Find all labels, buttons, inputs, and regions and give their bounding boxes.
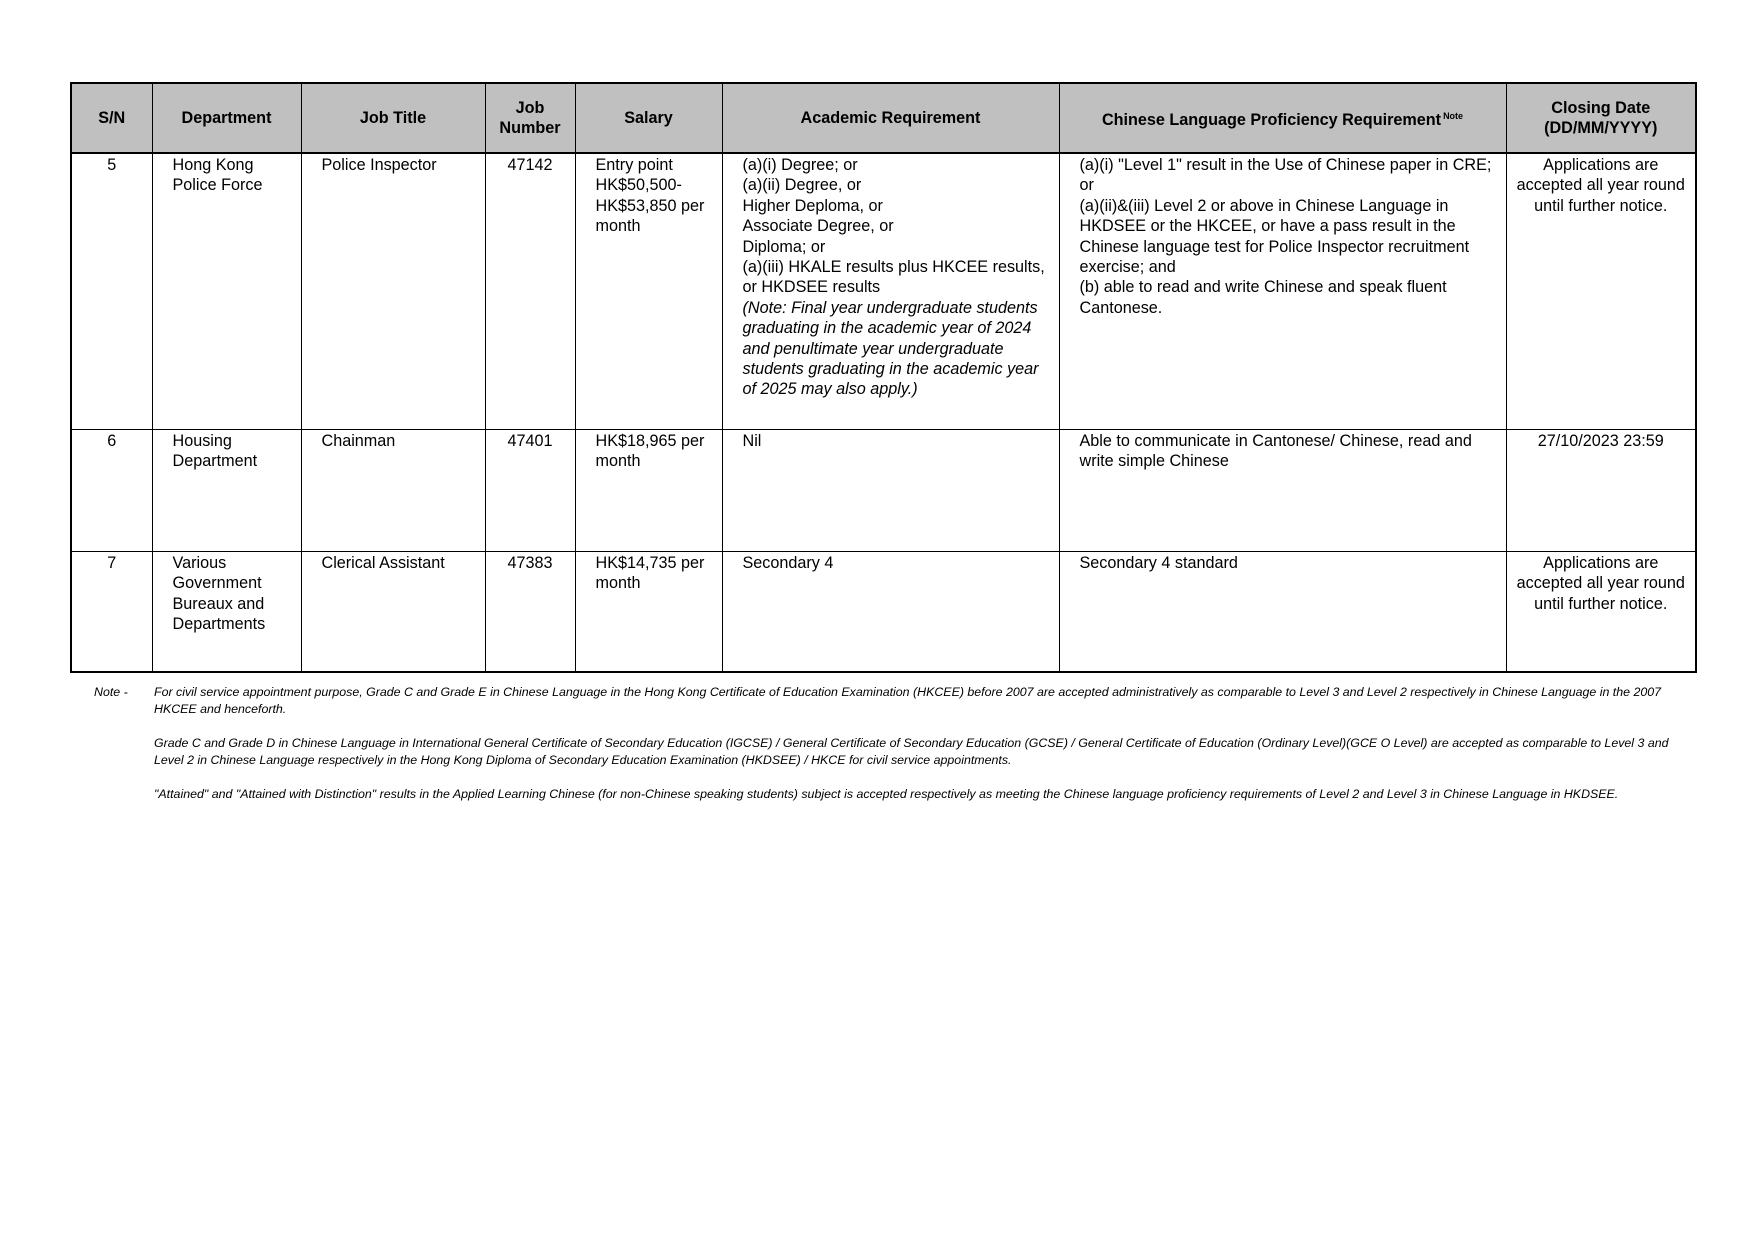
cell-academic bbox=[722, 153, 1059, 430]
header-salary: Salary bbox=[575, 83, 722, 153]
footnotes bbox=[94, 684, 1694, 820]
cell-sn: 7 bbox=[71, 552, 152, 673]
cell-job-title: Clerical Assistant bbox=[301, 552, 485, 673]
cell-job-number: 47142 bbox=[485, 153, 575, 430]
cell-job-number: 47383 bbox=[485, 552, 575, 673]
cell-sn: 5 bbox=[71, 153, 152, 430]
academic-note: (Note: Final year undergraduate students graduating in the academic year of 2024 and penultimate year undergraduate students graduating in the academic year of 2025 may also apply.) bbox=[742, 298, 1039, 399]
chinese-line: (b) able to read and write Chinese and speak fluent Cantonese. bbox=[1079, 278, 1447, 317]
chinese-line: (a)(i) "Level 1" result in the Use of Chinese paper in CRE; or bbox=[1079, 156, 1492, 195]
footnote-prefix: Note - bbox=[94, 685, 128, 699]
cell-department: Various Government Bureaux and Departments bbox=[152, 552, 301, 673]
academic-line: (a)(iii) HKALE results plus HKCEE results, or HKDSEE results bbox=[742, 258, 1045, 297]
cell-chinese-requirement bbox=[1059, 552, 1506, 673]
cell-closing-date: Applications are accepted all year round until further notice. bbox=[1506, 552, 1696, 673]
footnote-paragraph: Grade C and Grade D in Chinese Language in International General Certificate of Secondary Education (IGCSE) / General Certificate of Secondary Education (GCSE) / General Certificate of Education (Ordinary Level)(GCE O Level) are accepted as comparable to Level 3 and Level 2 in Chinese Language respectively in the Hong Kong Diploma of Secondary Education Examination (HKDSEE) / HKCE for civil service appointments. bbox=[154, 736, 1669, 767]
header-chinese-label: Chinese Language Proficiency Requirement bbox=[1101, 110, 1442, 129]
table-header-row bbox=[71, 83, 1696, 153]
job-vacancies-table bbox=[70, 82, 1697, 673]
header-job-title: Job Title bbox=[301, 83, 485, 153]
footnote-body bbox=[154, 684, 1694, 820]
footnote-paragraph: For civil service appointment purpose, Grade C and Grade E in Chinese Language in the Hong Kong Certificate of Education Examination (HKCEE) before 2007 are accepted administratively as comparable to Level 3 and Level 2 respectively in Chinese Language in the 2007 HKCEE and henceforth. bbox=[154, 685, 1662, 716]
cell-job-title: Police Inspector bbox=[301, 153, 485, 430]
footnote-paragraph: "Attained" and "Attained with Distinction" results in the Applied Learning Chinese (for non-Chinese speaking students) subject is accepted respectively as meeting the Chinese language proficiency requirements of Level 2 and Level 3 in Chinese Language in HKDSEE. bbox=[154, 787, 1619, 801]
chinese-line: Secondary 4 standard bbox=[1079, 554, 1238, 572]
cell-closing-date: 27/10/2023 23:59 bbox=[1506, 430, 1696, 552]
academic-line: (a)(ii) Degree, or bbox=[742, 176, 862, 195]
cell-sn: 6 bbox=[71, 430, 152, 552]
academic-line: Nil bbox=[742, 432, 762, 450]
cell-salary: Entry point HK$50,500-HK$53,850 per month bbox=[575, 153, 722, 430]
cell-academic bbox=[722, 430, 1059, 552]
cell-job-number: 47401 bbox=[485, 430, 575, 552]
header-sn: S/N bbox=[71, 83, 152, 153]
cell-chinese-requirement bbox=[1059, 153, 1506, 430]
header-job-number: Job Number bbox=[485, 83, 575, 153]
academic-line: Higher Deploma, or bbox=[742, 196, 883, 215]
cell-chinese-requirement bbox=[1059, 430, 1506, 552]
cell-salary: HK$18,965 per month bbox=[575, 430, 722, 552]
cell-academic bbox=[722, 552, 1059, 673]
chinese-line: (a)(ii)&(iii) Level 2 or above in Chinese Language in HKDSEE or the HKCEE, or have a pass result in the Chinese language test for Police Inspector recruitment exercise; and bbox=[1079, 196, 1470, 277]
header-closing: Closing Date (DD/MM/YYYY) bbox=[1506, 83, 1696, 153]
academic-line: Secondary 4 bbox=[742, 554, 834, 572]
header-chinese bbox=[1059, 83, 1506, 153]
header-department: Department bbox=[152, 83, 301, 153]
academic-line: Diploma; or bbox=[742, 237, 826, 256]
cell-job-title: Chainman bbox=[301, 430, 485, 552]
chinese-line: Able to communicate in Cantonese/ Chinese, read and write simple Chinese bbox=[1079, 432, 1472, 471]
academic-line: Associate Degree, or bbox=[742, 217, 894, 236]
footnote-block bbox=[94, 684, 1694, 820]
academic-line: (a)(i) Degree; or bbox=[742, 156, 858, 174]
cell-department: Housing Department bbox=[152, 430, 301, 552]
cell-salary: HK$14,735 per month bbox=[575, 552, 722, 673]
header-chinese-note-sup: Note bbox=[1443, 110, 1464, 121]
table-row bbox=[71, 430, 1696, 552]
table-row bbox=[71, 153, 1696, 430]
cell-closing-date: Applications are accepted all year round until further notice. bbox=[1506, 153, 1696, 430]
header-academic: Academic Requirement bbox=[722, 83, 1059, 153]
cell-department: Hong Kong Police Force bbox=[152, 153, 301, 430]
table-row bbox=[71, 552, 1696, 673]
